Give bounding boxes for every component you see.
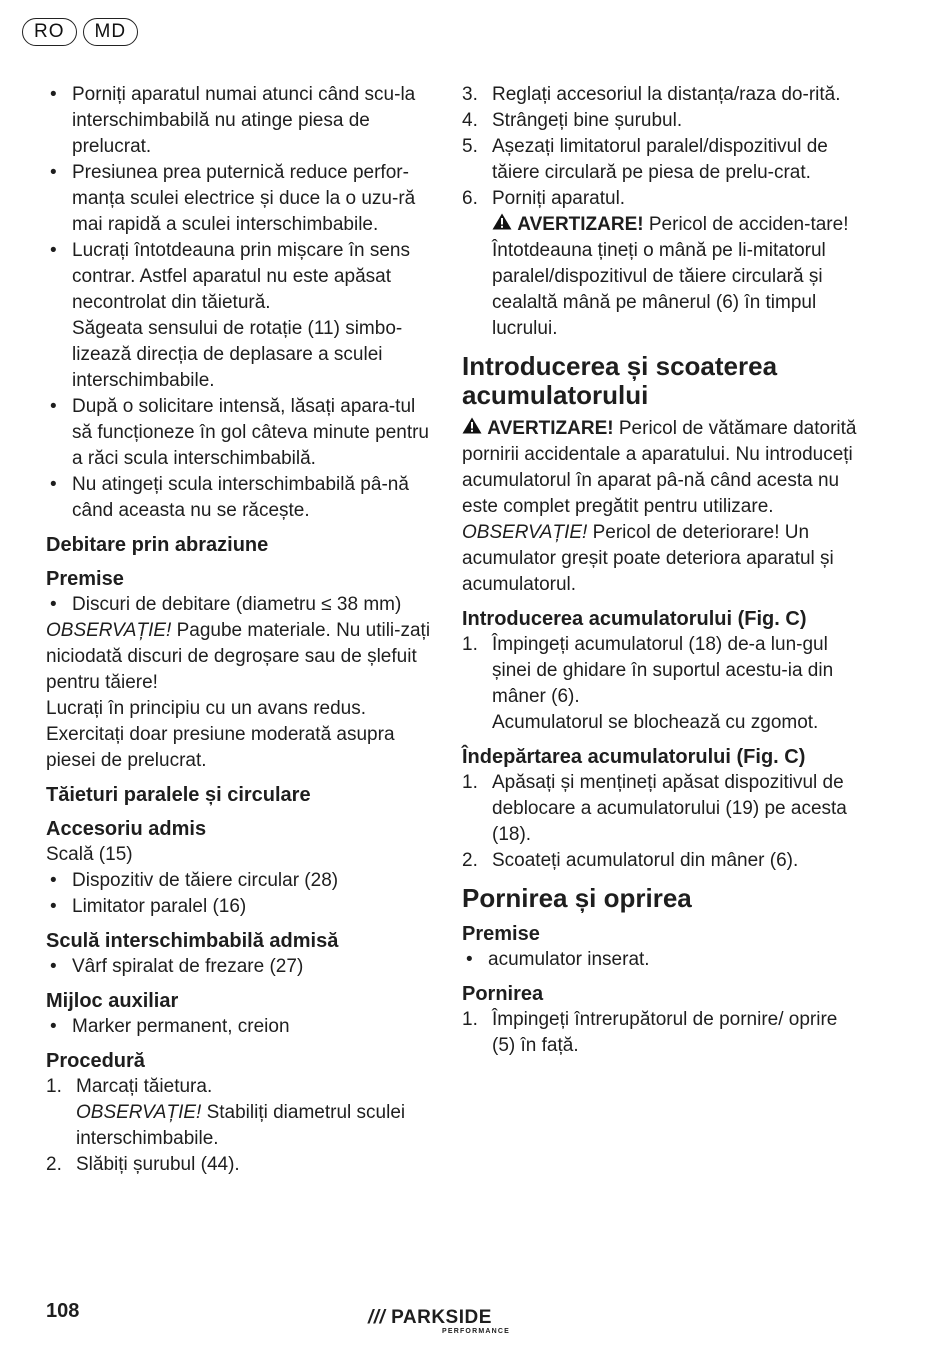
step-item bbox=[462, 108, 857, 134]
bullet-item: • acumulator inserat. bbox=[462, 947, 857, 973]
paragraph: Scală (15) bbox=[46, 844, 133, 865]
heading-accesoriu: Accesoriu admis bbox=[46, 818, 207, 840]
warning-text: Pericol de acciden-tare! Întotdeauna țineți o mână pe li-mitatorul paralel/dispozitivul de tăiere circulară și cealaltă mână pe mânerul (6) în timpul lucrului. bbox=[492, 214, 849, 339]
step-number: 3. bbox=[462, 84, 478, 105]
step-item bbox=[462, 848, 857, 874]
bullet-item: • După o solicitare intensă, lăsați apara-tul să funcționeze în gol câteva minute pentru a răci scula interschimbabilă. bbox=[46, 394, 431, 472]
step-text: Strângeți bine șurubul. bbox=[492, 110, 683, 131]
step-text bbox=[492, 186, 857, 342]
step-item bbox=[46, 1152, 431, 1178]
paragraph: Lucrați în principiu cu un avans redus. Exercitați doar presiune moderată asupra piesei de prelucrat. bbox=[46, 698, 395, 771]
lang-badge-ro: RO bbox=[22, 18, 77, 46]
heading-taieturi: Tăieturi paralele și circulare bbox=[46, 784, 311, 806]
step-number: 1. bbox=[462, 1009, 478, 1030]
logo-subtitle: PERFORMANCE bbox=[441, 1328, 510, 1335]
note-label: OBSERVAȚIE! bbox=[76, 1102, 202, 1123]
step-main: Împingeți acumulatorul (18) de-a lun-gul șinei de ghidare în suportul acestu-ia din mâner (6). bbox=[492, 634, 834, 707]
step-text bbox=[492, 632, 857, 736]
bullet-continuation: Săgeata sensului de rotație (11) simbo-lizează direcția de deplasare a sculei interschimbabile. bbox=[72, 318, 403, 391]
step-number: 2. bbox=[46, 1154, 62, 1175]
step-item bbox=[462, 186, 857, 342]
step-item bbox=[462, 632, 857, 736]
step-text: Slăbiți șurubul (44). bbox=[76, 1154, 240, 1175]
step-number: 5. bbox=[462, 136, 478, 157]
bullet-item: • Dispozitiv de tăiere circular (28) bbox=[46, 868, 431, 894]
step-item bbox=[462, 770, 857, 848]
note-paragraph bbox=[46, 618, 431, 696]
warning-label: AVERTIZARE! bbox=[487, 418, 614, 439]
step-main: Marcați tăietura. bbox=[76, 1076, 213, 1097]
bullet-item: • Vârf spiralat de frezare (27) bbox=[46, 954, 431, 980]
step-text bbox=[76, 1074, 431, 1152]
heading-procedura: Procedură bbox=[46, 1050, 145, 1072]
step-text: Împingeți întrerupătorul de pornire/ oprire (5) în față. bbox=[492, 1009, 838, 1056]
step-item bbox=[46, 1074, 431, 1152]
step-number: 2. bbox=[462, 850, 478, 871]
note-paragraph bbox=[462, 520, 857, 598]
step-item bbox=[462, 82, 857, 108]
heading-introducerea-scoaterea: Introducerea și scoaterea acumulatorului bbox=[462, 351, 778, 410]
step-item bbox=[462, 134, 857, 186]
step-number: 1. bbox=[46, 1076, 62, 1097]
heading-debitare: Debitare prin abraziune bbox=[46, 534, 269, 556]
step-text: Reglați accesoriul la distanța/raza do-rită. bbox=[492, 84, 841, 105]
logo-wordmark bbox=[368, 1308, 518, 1328]
lang-badge-md: MD bbox=[83, 18, 139, 46]
step-number: 1. bbox=[462, 772, 478, 793]
warning-paragraph bbox=[462, 416, 857, 520]
heading-pornirea-oprirea: Pornirea și oprirea bbox=[462, 883, 692, 913]
warning-triangle-icon bbox=[492, 213, 512, 230]
bullet-item: • Discuri de debitare (diametru ≤ 38 mm) bbox=[46, 592, 431, 618]
language-badges bbox=[22, 18, 138, 46]
heading-mijloc: Mijloc auxiliar bbox=[46, 990, 179, 1012]
left-column bbox=[46, 82, 431, 1178]
note-label: OBSERVAȚIE! bbox=[46, 620, 172, 641]
bullet-item: • Presiunea prea puternică reduce perfor-manța sculei electrice și duce la o uzu-ră mai rapidă a sculei interschimbabile. bbox=[46, 160, 431, 238]
bullet-item: • Marker permanent, creion bbox=[46, 1014, 431, 1040]
step-text: Apăsați și mențineți apăsat dispozitivul de deblocare a acumulatorului (19) pe acesta (18). bbox=[492, 772, 847, 845]
bullet-item: • Porniți aparatul numai atunci când scu-la interschimbabilă nu atinge piesa de prelucrat. bbox=[46, 82, 431, 160]
step-text: Așezați limitatorul paralel/dispozitivul de tăiere circulară pe piesa de prelu-crat. bbox=[492, 136, 828, 183]
step-number: 4. bbox=[462, 110, 478, 131]
heading-premise: Premise bbox=[46, 568, 124, 590]
step-item bbox=[462, 1007, 857, 1059]
warning-text: Pericol de vătămare datorită pornirii accidentale a aparatului. Nu introduceți acumulatorul în aparat pâ-nă când acesta nu este complet pregătit pentru utilizare. bbox=[462, 418, 857, 517]
heading-indepartarea: Îndepărtarea acumulatorului (Fig. C) bbox=[462, 746, 806, 768]
parkside-logo bbox=[368, 1308, 518, 1335]
logo-brand-text: PARKSIDE bbox=[391, 1307, 492, 1328]
warning-label: AVERTIZARE! bbox=[517, 214, 644, 235]
step-number: 1. bbox=[462, 634, 478, 655]
bullet-item: • Lucrați întotdeauna prin mișcare în sens contrar. Astfel aparatul nu este apăsat necontrolat din tăietură. bbox=[46, 238, 431, 316]
bullet-item: • Nu atingeți scula interschimbabilă pâ-nă când aceasta nu se răcește. bbox=[46, 472, 431, 524]
warning-triangle-icon bbox=[462, 417, 482, 434]
heading-scula: Sculă interschimbabilă admisă bbox=[46, 930, 339, 952]
step-main: Porniți aparatul. bbox=[492, 188, 626, 209]
step-number: 6. bbox=[462, 188, 478, 209]
bullet-item: • Limitator paralel (16) bbox=[46, 894, 431, 920]
step-text: Scoateți acumulatorul din mâner (6). bbox=[492, 850, 799, 871]
heading-premise: Premise bbox=[462, 923, 540, 945]
note-text: Pagube materiale. Nu utili-zați niciodată discuri de degroșare sau de șlefuit pentru tăiere! bbox=[46, 620, 431, 693]
note-text: Stabiliți diametrul sculei interschimbabile. bbox=[76, 1102, 406, 1149]
right-column bbox=[462, 82, 857, 1059]
page-number: 108 bbox=[46, 1300, 80, 1322]
note-text: Pericol de deteriorare! Un acumulator greșit poate deteriora aparatul și acumulatorul. bbox=[462, 522, 834, 595]
heading-introducerea: Introducerea acumulatorului (Fig. C) bbox=[462, 608, 807, 630]
heading-pornirea: Pornirea bbox=[462, 983, 544, 1005]
note-label: OBSERVAȚIE! bbox=[462, 522, 588, 543]
logo-slashes-icon: /// bbox=[368, 1307, 386, 1328]
step-continuation: Acumulatorul se blochează cu zgomot. bbox=[492, 712, 819, 733]
